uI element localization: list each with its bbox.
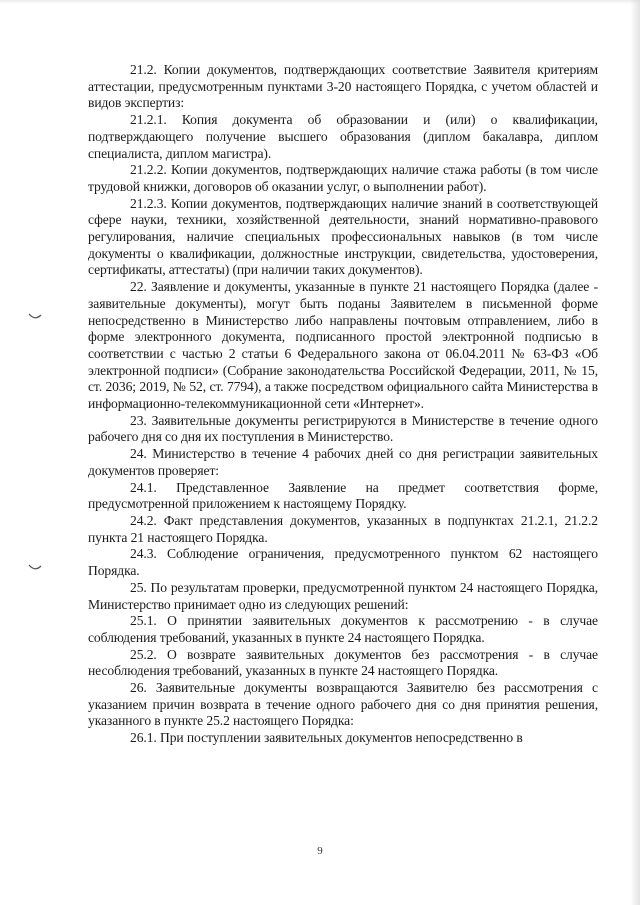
scan-edge-shadow — [630, 0, 640, 905]
paragraph-21-2: 21.2. Копии документов, подтверждающих соответствие Заявителя критериям аттестации, предусмотренным пунктами 3-20 настоящего Порядка, с учетом областей и видов экспертиз: — [88, 62, 598, 111]
paragraph-21-2-2: 21.2.2. Копии документов, подтверждающих наличие стажа работы (в том числе трудовой книжки, договоров об оказании услуг, о выполнении работ). — [88, 162, 598, 194]
paragraph-22: 22. Заявление и документы, указанные в пункте 21 настоящего Порядка (далее - заявительные документы), могут быть поданы Заявителем в письменной форме непосредственно в Министерство либо направлены почтовым отправлением, либо в форме электронного документа, подписанного простой электронной подписью в соответствии с частью 2 статьи 6 Федерального закона от 06.04.2011 № 63-ФЗ «Об электронной подписи» (Собрание законодательства Российской Федерации, 2011, № 15, ст. 2036; 2019, № 52, ст. 7794), а также посредством официального сайта Министерства в информационно-телекоммуникационной сети «Интернет». — [88, 279, 598, 412]
paragraph-25-2: 25.2. О возврате заявительных документов без рассмотрения - в случае несоблюдения требований, указанных в пункте 24 настоящего Порядка. — [88, 646, 598, 679]
paragraph-25-1: 25.1. О принятии заявительных документов к рассмотрению - в случае соблюдения требований, указанных в пункте 24 настоящего Порядка. — [88, 613, 598, 645]
page-number: 9 — [317, 845, 323, 857]
paragraph-23: 23. Заявительные документы регистрируются в Министерстве в течение одного рабочего дня со дня их поступления в Министерство. — [88, 412, 598, 445]
punch-hole-mark-icon — [28, 564, 42, 572]
paragraph-24-3: 24.3. Соблюдение ограничения, предусмотренного пунктом 62 настоящего Порядка. — [88, 546, 598, 579]
document-body — [88, 62, 598, 747]
paragraph-24-2: 24.2. Факт представления документов, указанных в подпунктах 21.2.1, 21.2.2 пункта 21 настоящего Порядка. — [88, 512, 598, 545]
paragraph-25: 25. По результатам проверки, предусмотренной пунктом 24 настоящего Порядка, Министерство принимает одно из следующих решений: — [88, 579, 598, 612]
punch-hole-mark-icon — [28, 313, 42, 321]
paragraph-24: 24. Министерство в течение 4 рабочих дней со дня регистрации заявительных документов проверяет: — [88, 446, 598, 478]
paragraph-21-2-1: 21.2.1. Копия документа об образовании и (или) о квалификации, подтверждающего получение высшего образования (диплом бакалавра, диплом специалиста, диплом магистра). — [88, 112, 598, 161]
scan-top-shadow — [0, 0, 640, 4]
paragraph-21-2-3: 21.2.3. Копии документов, подтверждающих наличие знаний в соответствующей сфере науки, техники, хозяйственной деятельности, знаний нормативно-правового регулирования, наличие специальных профессиональных навыков (в том числе документы о квалификации, должностные инструкции, свидетельства, удостоверения, сертификаты, аттестаты) (при наличии таких документов). — [88, 195, 598, 278]
paragraph-26: 26. Заявительные документы возвращаются Заявителю без рассмотрения с указанием причин возврата в течение одного рабочего дня со дня принятия решения, указанного в пункте 25.2 настоящего Порядка: — [88, 680, 598, 729]
paragraph-26-1: 26.1. При поступлении заявительных документов непосредственно в — [130, 730, 523, 746]
paragraph-24-1: 24.1. Представленное Заявление на предмет соответствия форме, предусмотренной приложением к настоящему Порядку. — [88, 479, 598, 512]
